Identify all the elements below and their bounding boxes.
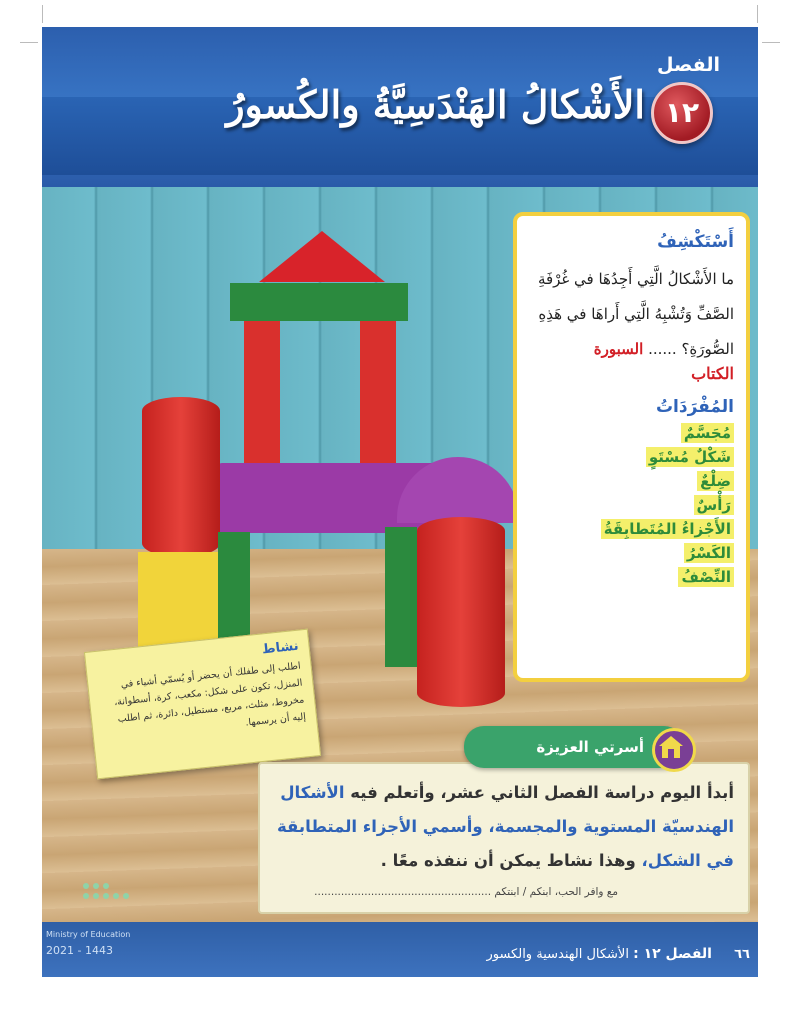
- red-pillar-right: [360, 321, 396, 466]
- family-signature: مع وافر الحب، ابنكم / ابنتكم .....................................................: [314, 886, 618, 898]
- family-letter-text: [274, 776, 734, 878]
- family-letter-box: [258, 762, 750, 914]
- green-pillar-right: [385, 527, 417, 667]
- crop-mark: [762, 42, 780, 43]
- vocab-item: شَكْلٌ مُسْتَوٍ: [646, 447, 734, 467]
- page-number: ٦٦: [734, 947, 750, 962]
- chapter-number-badge: ١٢: [651, 82, 713, 144]
- house-icon: [652, 728, 696, 772]
- activity-text: اطلب إلى طفلك أن يحضر أو يُسمّي أشياء في المنزل، تكون على شكل: مكعب، كرة، أسطوانة، مخروط، مثلث، مربع، مستطيل، دائرة، ثم اطلب إليه أن يرسمها.: [113, 660, 307, 729]
- crop-mark: [42, 5, 43, 23]
- vocab-item: ضِلْعٌ: [697, 471, 734, 491]
- explore-box: [513, 212, 750, 682]
- activity-title: نشاط: [261, 638, 300, 658]
- vocab-item: الكَسْرُ: [684, 543, 734, 563]
- crop-mark: [20, 42, 38, 43]
- ministry-year: 2021 - 1443: [46, 944, 113, 957]
- vocabulary-list: [529, 423, 734, 587]
- family-text-part2: وهذا نشاط يمكن أن ننفذه معًا .: [380, 851, 642, 870]
- footer-chapter-title: الأشكال الهندسية والكسور: [486, 947, 629, 962]
- house-icon-graphic: [655, 731, 687, 763]
- vocab-item: الأَجْزاءُ المُتَطابِقَةُ: [601, 519, 734, 539]
- activity-note: [84, 629, 321, 780]
- explore-question: [529, 262, 734, 385]
- family-badge: أسرتي العزيزة: [464, 726, 684, 768]
- red-cylinder-right: [417, 517, 505, 707]
- explore-question-text: ما الأَشْكالُ الَّتِي أَجِدُهَا في غُرْفَةِ الصَّفِّ وَتُشْبِهُ الَّتِي أَراهَا في هَذِهِ الصُّورَةِ؟ ......: [537, 270, 734, 358]
- footer-text: [486, 946, 750, 962]
- family-text-highlight: الأشكال الهندسيّة المستوية والمجسمة، وأسمي الأجزاء المتطابقة في الشكل،: [277, 783, 734, 870]
- ministry-name: Ministry of Education: [46, 930, 131, 939]
- vocabulary-title: المُفْرَدَاتُ: [655, 397, 734, 417]
- red-pillar-left: [244, 321, 280, 466]
- chapter-title: الأَشْكالُ الهَنْدَسِيَّةُ والكُسورُ: [226, 82, 645, 127]
- family-text-part1: أبدأ اليوم دراسة الفصل الثاني عشر، وأتعلم فيه: [344, 783, 734, 802]
- vocab-item: رَأْسٌ: [694, 495, 734, 515]
- handwritten-answer-2: الكتاب: [691, 364, 734, 383]
- explore-title: أَسْتَكْشِفُ: [657, 232, 734, 252]
- triangle-block: [257, 229, 387, 284]
- ministry-logo-icon: [78, 878, 173, 918]
- vocab-item: النِّصْفُ: [678, 567, 734, 587]
- red-cylinder-left: [142, 397, 220, 557]
- chapter-word: الفصل: [656, 54, 720, 76]
- vocab-item: مُجَسَّمٌ: [681, 423, 734, 443]
- green-beam-block: [230, 283, 408, 321]
- footer-chapter-label: الفصل ١٢ :: [633, 946, 712, 962]
- handwritten-answer-1: السبورة: [593, 340, 644, 358]
- crop-mark: [757, 5, 758, 23]
